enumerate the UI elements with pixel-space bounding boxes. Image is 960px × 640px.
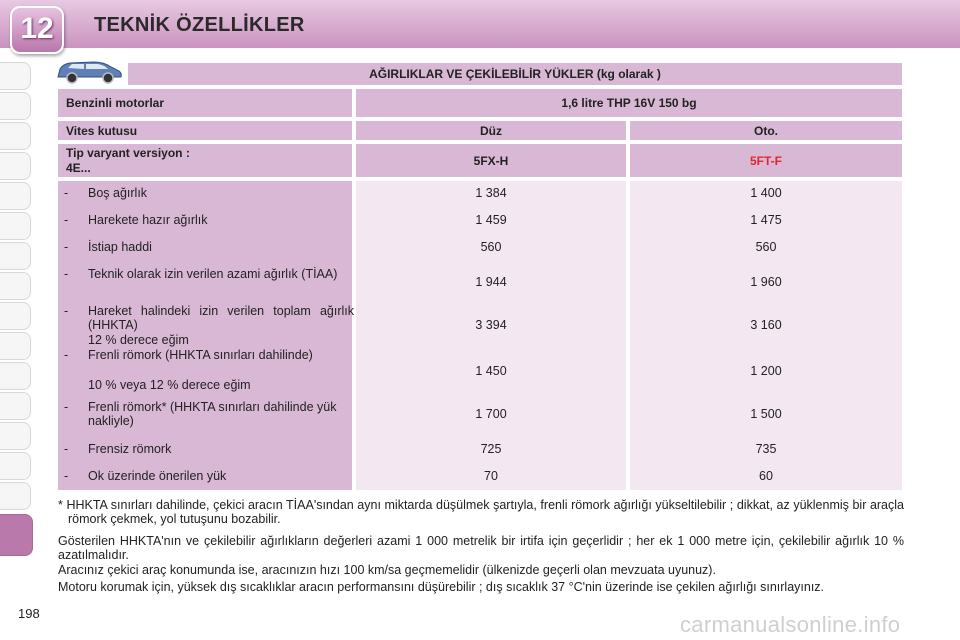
note-paragraph: Gösterilen HHKTA'nın ve çekilebilir ağırlıkların değerleri azami 1 000 metrelik bir irtifa için geçerlidir ; her ek 1 000 metre için, çekilebilir ağırlık 10 % azatılmalıdır. xyxy=(58,534,904,562)
footnote: * HHKTA sınırları dahilinde, çekici aracın TİAA'sından aynı miktarda düşülmek şartıyla, frenli römork ağırlığı yükseltilebilir ; dikkat, az yüklenmiş bir araçla römork çekmek, yol tutuşunu bozabilir. xyxy=(58,498,904,526)
table-cell: 70 xyxy=(484,469,498,483)
note-paragraph: Motoru korumak için, yüksek dış sıcaklıklar aracın performansını düşürebilir ; dış sıcaklık 37 °C'nin üzerinde ise çekilen ağırlığı sınırlayınız. xyxy=(58,580,825,594)
chapter-tab[interactable] xyxy=(0,392,31,420)
table-cell: 1 400 xyxy=(750,186,782,200)
chapter-tab[interactable] xyxy=(0,212,31,240)
table-cell: 60 xyxy=(759,469,773,483)
table-row-label: - Ok üzerinde önerilen yük xyxy=(64,469,227,483)
table-cell: 735 xyxy=(755,442,777,456)
variant-auto: 5FT-F xyxy=(630,144,902,177)
table-cell: 1 500 xyxy=(750,407,782,421)
table-row-sublabel: 10 % veya 12 % derece eğim xyxy=(88,378,251,392)
car-side-icon xyxy=(54,56,124,86)
chapter-badge: 12 xyxy=(10,6,64,54)
table-row-label: - Harekete hazır ağırlık xyxy=(64,213,208,227)
chapter-tab-active[interactable] xyxy=(0,514,33,556)
table-cell: 1 200 xyxy=(750,364,782,378)
chapter-tab[interactable] xyxy=(0,152,31,180)
page-number: 198 xyxy=(18,606,40,621)
variant-manual: 5FX-H xyxy=(356,144,626,177)
watermark: carmanualsonline.info xyxy=(680,612,901,637)
chapter-tab[interactable] xyxy=(0,482,31,510)
table-cell: 560 xyxy=(480,240,502,254)
table-row-label: - Frenli römork* (HHKTA sınırları dahilinde yük nakliyle) xyxy=(64,400,337,428)
chapter-tab[interactable] xyxy=(0,332,31,360)
chapter-tab[interactable] xyxy=(0,122,31,150)
engine-label: Benzinli motorlar xyxy=(58,89,352,117)
chapter-tabs xyxy=(0,62,34,582)
table-row-label: - Hareket halindeki izin verilen toplam ağırlık (HHKTA) xyxy=(64,304,354,332)
table-cell: 1 475 xyxy=(750,213,782,227)
chapter-tab[interactable] xyxy=(0,242,31,270)
table-cell: 1 960 xyxy=(750,275,782,289)
table-row-label: - Teknik olarak izin verilen azami ağırlık (TİAA) xyxy=(64,267,338,281)
variant-label-line-2: 4E... xyxy=(66,160,91,175)
table-row-label: - Frensiz römork xyxy=(64,442,172,456)
engine-value: 1,6 litre THP 16V 150 bg xyxy=(356,89,902,117)
note-paragraph: Aracınız çekici araç konumunda ise, aracınızın hızı 100 km/sa geçmemelidir (ülkenizde geçerli olan mevzuata uyunuz). xyxy=(58,563,716,577)
table-cell: 3 394 xyxy=(475,318,507,332)
chapter-tab[interactable] xyxy=(0,362,31,390)
table-row-sublabel: 12 % derece eğim xyxy=(88,333,189,347)
chapter-tab[interactable] xyxy=(0,452,31,480)
page-title: TEKNİK ÖZELLİKLER xyxy=(94,14,305,36)
table-cell: 1 700 xyxy=(475,407,507,421)
table-cell: 1 944 xyxy=(475,275,507,289)
variant-label xyxy=(58,144,352,177)
chapter-tab[interactable] xyxy=(0,302,31,330)
chapter-tab[interactable] xyxy=(0,92,31,120)
table-cell: 560 xyxy=(755,240,777,254)
section-title: AĞIRLIKLAR VE ÇEKİLEBİLİR YÜKLER (kg olarak ) xyxy=(128,63,902,85)
gearbox-auto: Oto. xyxy=(630,121,902,140)
table-row-label: - Boş ağırlık xyxy=(64,186,148,200)
gearbox-label: Vites kutusu xyxy=(58,121,352,140)
chapter-tab[interactable] xyxy=(0,182,31,210)
table-cell: 1 384 xyxy=(475,186,507,200)
table-cell: 725 xyxy=(480,442,502,456)
table-row-label: - İstiap haddi xyxy=(64,240,152,254)
chapter-tab[interactable] xyxy=(0,422,31,450)
table-cell: 1 459 xyxy=(475,213,507,227)
chapter-tab[interactable] xyxy=(0,62,31,90)
table-cell: 3 160 xyxy=(750,318,782,332)
chapter-tab[interactable] xyxy=(0,272,31,300)
table-row-label: - Frenli römork (HHKTA sınırları dahilinde) xyxy=(64,348,313,362)
variant-label-line-1: Tip varyant versiyon : xyxy=(66,145,190,160)
gearbox-manual: Düz xyxy=(356,121,626,140)
table-cell: 1 450 xyxy=(475,364,507,378)
